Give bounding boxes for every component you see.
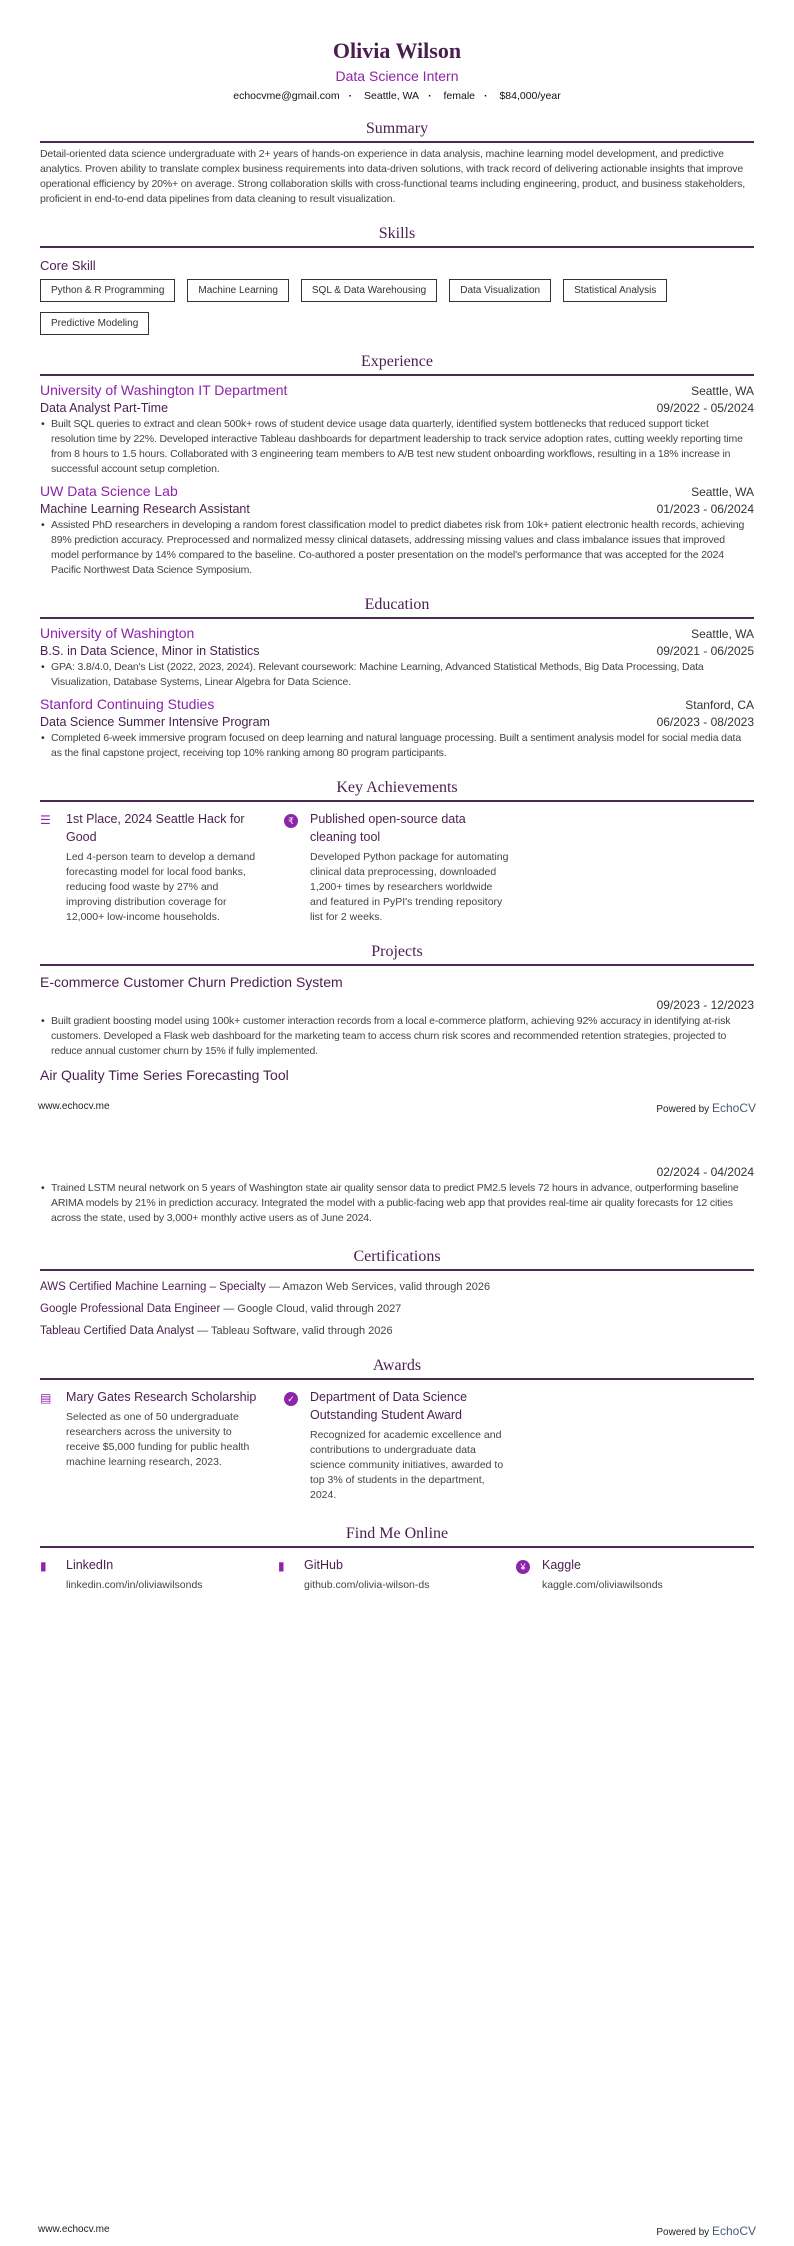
page-2-content (40, 1165, 754, 1593)
dates: 02/2024 - 04/2024 (656, 1165, 754, 1179)
education-item (40, 619, 754, 690)
location: Stanford, CA (685, 698, 754, 712)
cert-detail: Amazon Web Services, valid through 2026 (282, 1281, 491, 1293)
online-heading: Find Me Online (40, 1525, 754, 1548)
separator: — (223, 1303, 235, 1315)
cert-item (40, 1325, 754, 1337)
skill-chip: Python & R Programming (40, 279, 175, 302)
location: Seattle, WA (691, 485, 754, 499)
achievements-grid (40, 810, 754, 925)
candidate-name: Olivia Wilson (332, 38, 462, 63)
employer: University of Washington IT Department (40, 382, 288, 398)
bullet: • Assisted PhD researchers in developing a random forest classification model to predict diabetes risk from 10k+ patient electronic health records, achieving 89% prediction accuracy. Preprocessed and normalized messy clinical datasets, addressing missing values and class imbalance issues that improved model performance by 14% compared to the baseline. Co-authored a poster presentation on the model's performance that was accepted for the 2024 Pacific Northwest Data Science Symposium. (51, 518, 754, 578)
file-dollar-icon: ▮ (40, 1559, 47, 1573)
footer-brand[interactable]: EchoCV (711, 2224, 756, 2238)
skill-chip: Statistical Analysis (563, 279, 667, 302)
awards-heading: Awards (40, 1357, 754, 1380)
job-title: Data Science Intern (335, 68, 459, 84)
online-url[interactable]: github.com/olivia-wilson-ds (304, 1579, 430, 1591)
degree: B.S. in Data Science, Minor in Statistics (40, 644, 260, 658)
online-grid (40, 1556, 754, 1593)
page-1-content (40, 0, 754, 1083)
project-title: E-commerce Customer Churn Prediction System (40, 974, 343, 990)
online-label: LinkedIn (66, 1558, 114, 1572)
footer-powered: Powered by (656, 2227, 710, 2238)
skill-chip: Data Visualization (449, 279, 551, 302)
cert-name: Tableau Certified Data Analyst (40, 1325, 195, 1337)
check-badge-icon: ✓ (284, 1388, 310, 1503)
online-item-github[interactable] (278, 1556, 516, 1593)
award-item (284, 1388, 528, 1503)
award-title: Department of Data Science Outstanding Student Award (310, 1390, 468, 1422)
location: Seattle, WA (691, 627, 754, 641)
dates: 09/2021 - 06/2025 (656, 644, 754, 658)
cert-detail: Tableau Software, valid through 2026 (210, 1325, 393, 1337)
online-url[interactable]: linkedin.com/in/oliviawilsonds (66, 1579, 203, 1591)
employer: UW Data Science Lab (40, 483, 178, 499)
online-item-linkedin[interactable] (40, 1556, 278, 1593)
bullet: • Built gradient boosting model using 100k+ customer interaction records from a local e-commerce platform, achieving 92% accuracy in identifying at-risk customers. Developed a Flask web dashboard for the marketing team to access churn risk scores and recommended retention strategies, projected to reduce annual customer churn by 15% if fully implemented. (51, 1014, 754, 1059)
education-item (40, 690, 754, 761)
separator: — (197, 1325, 209, 1337)
separator: — (268, 1281, 280, 1293)
achievement-desc: Developed Python package for automating clinical data preprocessing, downloaded 1,200+ times by researchers worldwide and featured in PyPI's trending repository list for 2 weeks. (310, 851, 509, 923)
page-2 (0, 1123, 794, 2246)
awards-grid (40, 1388, 754, 1503)
role: Machine Learning Research Assistant (40, 502, 250, 516)
project-item-continued (40, 1165, 754, 1226)
achievement-item (40, 810, 284, 925)
school: University of Washington (40, 625, 195, 641)
project-title: Air Quality Time Series Forecasting Tool (40, 1067, 289, 1083)
footer-site[interactable]: www.echocv.me (38, 2224, 110, 2235)
skills-heading: Skills (40, 225, 754, 248)
achievement-item (284, 810, 528, 925)
award-desc: Recognized for academic excellence and contributions to undergraduate data science community initiatives, awarded to top 3% of students in the department, 2024. (310, 1429, 504, 1501)
role: Data Analyst Part-Time (40, 401, 169, 415)
dates: 09/2023 - 12/2023 (656, 998, 754, 1012)
dates: 06/2023 - 08/2023 (656, 715, 754, 729)
rupee-icon: ₹ (284, 810, 310, 925)
contact-gender: female (443, 90, 476, 102)
certifications-heading: Certifications (40, 1248, 754, 1271)
education-heading: Education (40, 596, 754, 619)
award-title: Mary Gates Research Scholarship (66, 1390, 257, 1404)
online-label: GitHub (304, 1558, 343, 1572)
cert-detail: Google Cloud, valid through 2027 (237, 1303, 402, 1315)
skill-chip: Machine Learning (187, 279, 289, 302)
bullet: • Trained LSTM neural network on 5 years of Washington state air quality sensor data to predict PM2.5 levels 72 hours in advance, outperforming baseline ARIMA models by 21% in prediction accuracy. Integrated the model with a public-facing web app that provides real-time air quality forecasts for 12 cities across the state, used by 3,000+ monthly active users as of June 2024. (51, 1181, 754, 1226)
dates: 01/2023 - 06/2024 (656, 502, 754, 516)
contact-line: echocvme@gmail.com · Seattle, WA · female · $84,000/year (233, 90, 561, 102)
bullet: • GPA: 3.8/4.0, Dean's List (2022, 2023, 2024). Relevant coursework: Machine Learning, Advanced Statistical Methods, Big Data Processing, Data Visualization, Database Systems, Linear Algebra for Data Science. (51, 660, 754, 690)
skill-chips (40, 279, 760, 335)
page-footer (38, 2224, 756, 2238)
summary-heading: Summary (40, 120, 754, 143)
achievement-desc: Led 4-person team to develop a demand forecasting model for local food banks, reducing food waste by 27% and improving distribution coverage for 12,000+ low-income households. (66, 851, 256, 923)
achievements-heading: Key Achievements (40, 779, 754, 802)
online-item-kaggle[interactable] (516, 1556, 754, 1593)
experience-item (40, 477, 754, 578)
cert-name: AWS Certified Machine Learning – Specialty (40, 1281, 266, 1293)
project-item (40, 974, 754, 1059)
award-desc: Selected as one of 50 undergraduate researchers across the university to receive $5,000 funding for public health machine learning research, 2023. (66, 1411, 250, 1468)
bullet: • Completed 6-week immersive program focused on deep learning and natural language processing. Built a sentiment analysis model for social media data as the final capstone project, receiving top 10% ranking among 80 program participants. (51, 731, 754, 761)
skill-chip: SQL & Data Warehousing (301, 279, 437, 302)
achievement-title: Published open-source data cleaning tool (310, 812, 466, 844)
contact-location: Seattle, WA (364, 90, 420, 102)
dates: 09/2022 - 05/2024 (656, 401, 754, 415)
contact-email[interactable]: echocvme@gmail.com (233, 90, 340, 102)
cert-item (40, 1281, 754, 1293)
experience-heading: Experience (40, 353, 754, 376)
contact-salary: $84,000/year (499, 90, 561, 102)
yen-icon: ¥ (516, 1556, 542, 1593)
cake-icon: ▤ (40, 1391, 52, 1405)
cert-name: Google Professional Data Engineer (40, 1303, 221, 1315)
page-footer (38, 1101, 756, 1115)
cert-item (40, 1303, 754, 1315)
bars-icon: ☰ (40, 813, 51, 827)
skill-group-label: Core Skill (40, 258, 96, 273)
projects-heading: Projects (40, 943, 754, 966)
location: Seattle, WA (691, 384, 754, 398)
footer-site[interactable]: www.echocv.me (38, 1101, 110, 1112)
experience-item (40, 376, 754, 477)
footer-brand[interactable]: EchoCV (711, 1101, 756, 1115)
clipboard-icon: ▮ (278, 1559, 285, 1573)
footer-powered: Powered by (656, 1104, 710, 1115)
summary-text: Detail-oriented data science undergraduate with 2+ years of hands-on experience in data analysis, machine learning model development, and predictive analytics. Proven ability to translate complex business requirements into data-driven solutions, with track record of delivering actionable insights that improve operational efficiency by 20%+ on average. Strong collaboration skills with cross-functional teams including engineering, product, and business stakeholders, proficient in end-to-end data pipelines from data cleaning to result visualization. (40, 148, 745, 205)
bullet: • Built SQL queries to extract and clean 500k+ rows of student device usage data quarterly, identified system bottlenecks that reduced support ticket resolution time by 22%. Developed interactive Tableau dashboards for department leadership to track service adoption rates, cutting weekly reporting time from 8 hours to 1.5 hours. Collaborated with 3 engineering team members to A/B test new student onboarding workflows, resulting in a 18% increase in successful account setup completion. (51, 417, 754, 477)
skill-chip: Predictive Modeling (40, 312, 149, 335)
degree: Data Science Summer Intensive Program (40, 715, 270, 729)
school: Stanford Continuing Studies (40, 696, 215, 712)
online-url[interactable]: kaggle.com/oliviawilsonds (542, 1579, 663, 1591)
online-label: Kaggle (542, 1558, 581, 1572)
award-item (40, 1388, 284, 1503)
achievement-title: 1st Place, 2024 Seattle Hack for Good (66, 812, 245, 844)
